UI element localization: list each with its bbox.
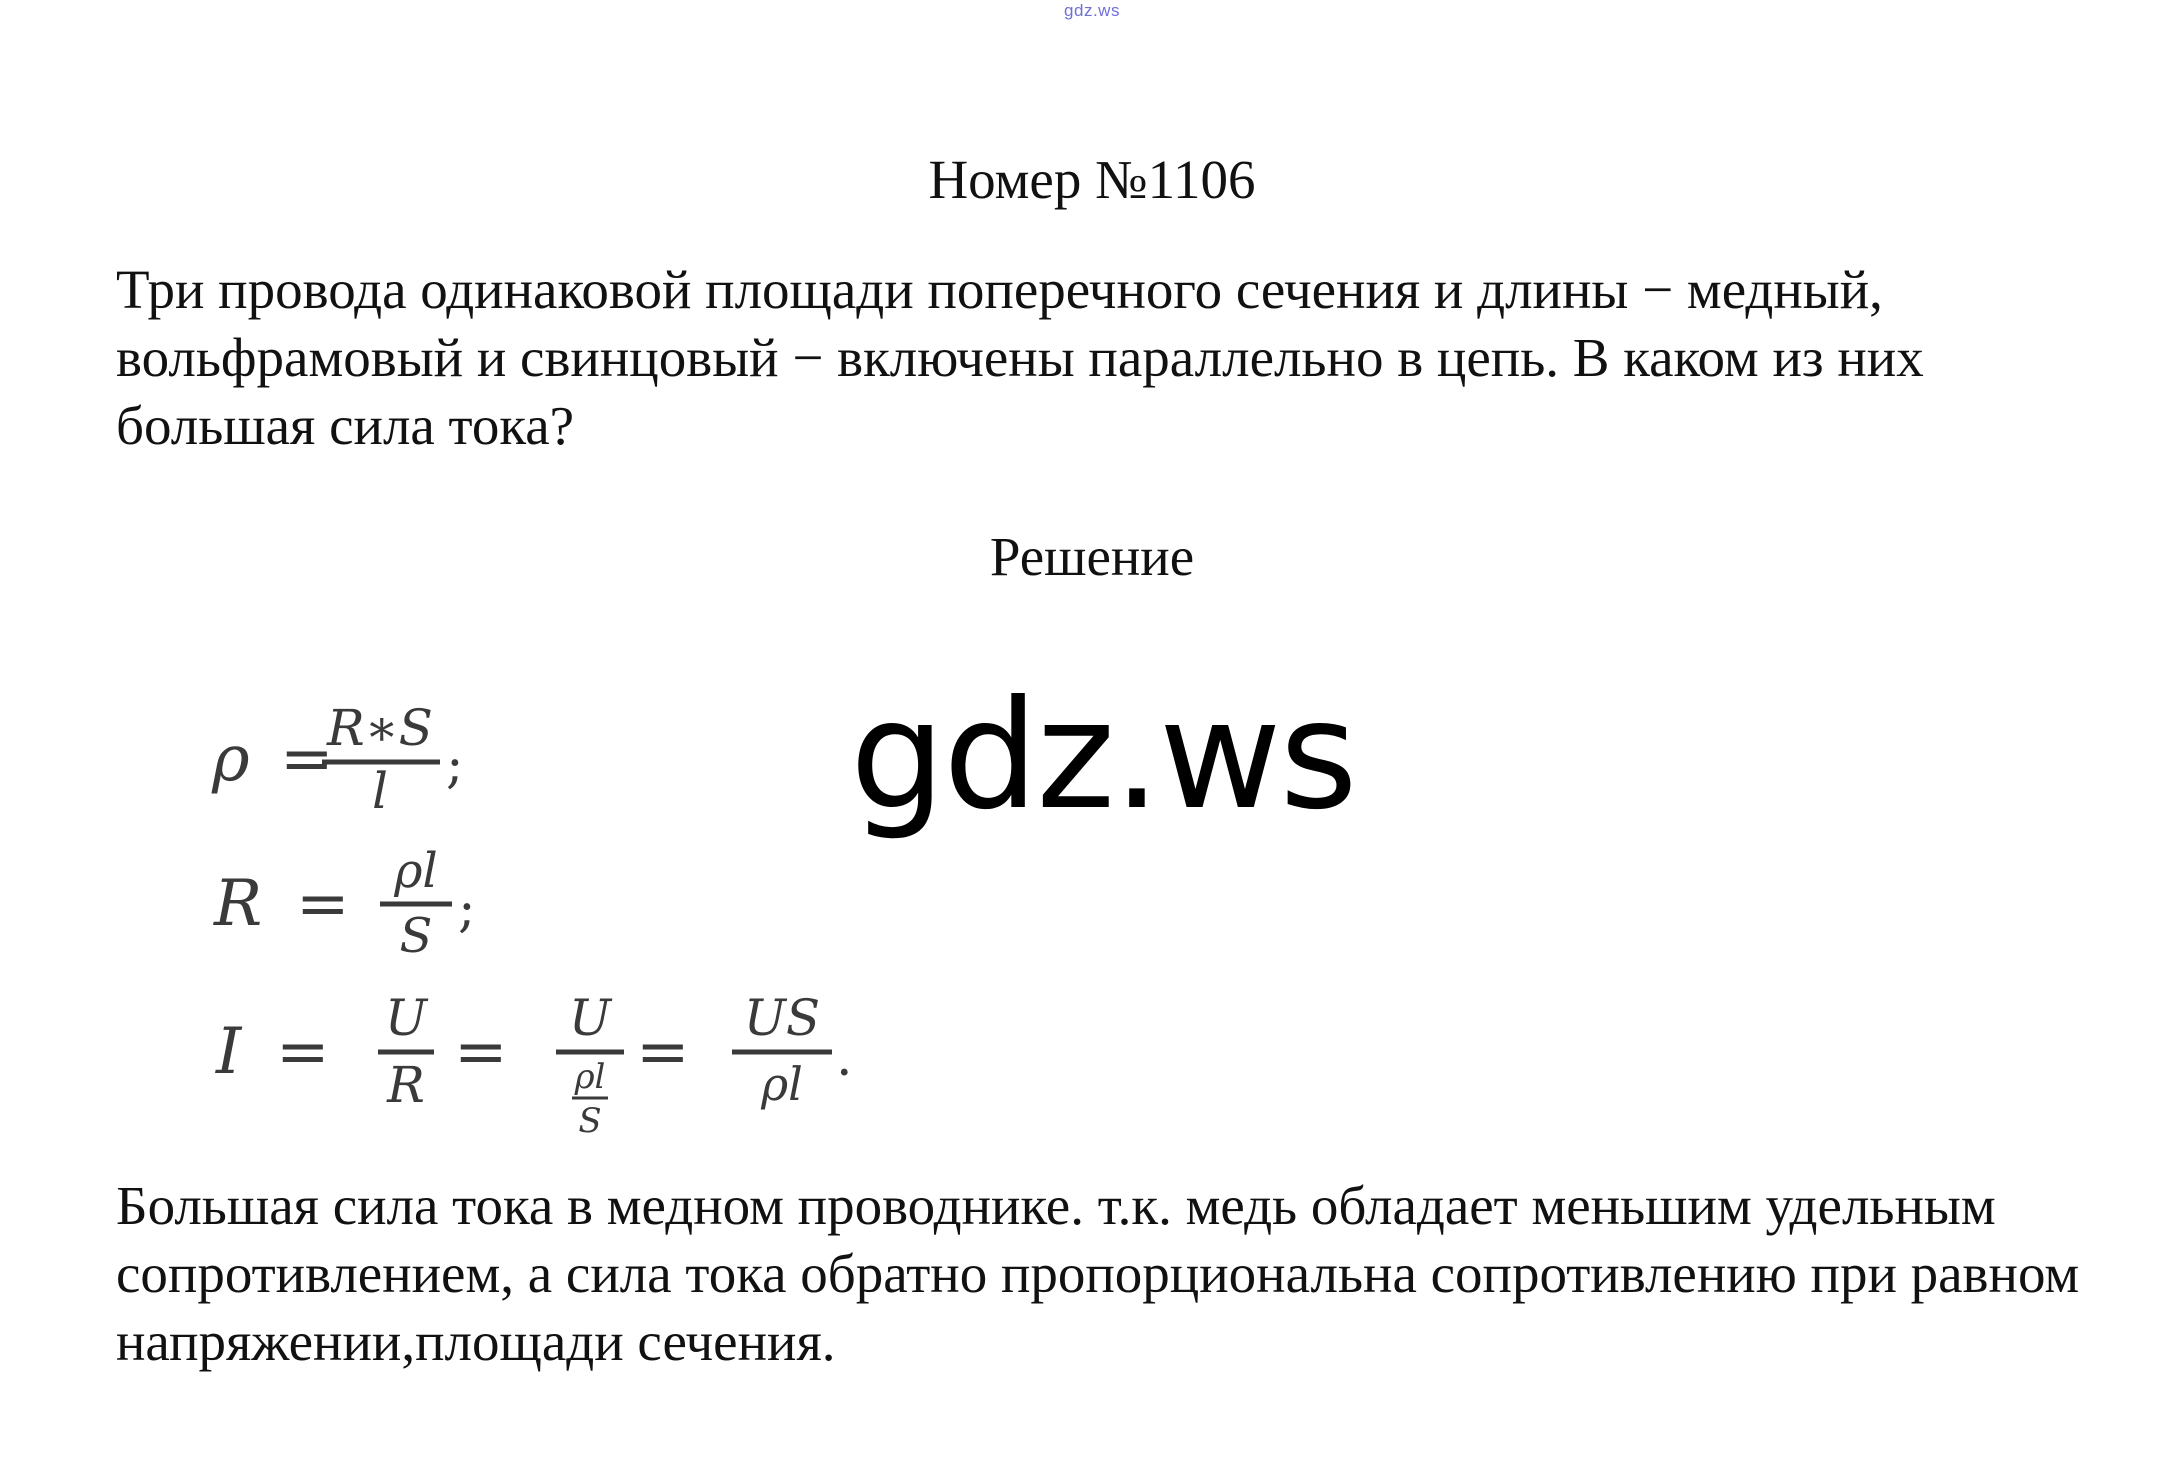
f1-numerator: R∗S	[327, 699, 433, 757]
f3-frac2-numerator: U	[568, 989, 612, 1047]
top-watermark: gdz.ws	[1064, 1, 1120, 20]
f2-denominator: S	[399, 908, 433, 964]
f3-eq-3: =	[636, 1015, 690, 1089]
formula-resistivity	[211, 699, 464, 820]
f3-eq-2: =	[454, 1015, 508, 1089]
f3-eq-1: =	[276, 1015, 330, 1089]
f3-frac3-denominator: ρl	[761, 1057, 803, 1111]
formula-current	[215, 989, 853, 1141]
f2-eq: =	[296, 867, 350, 941]
f3-frac1-denominator: R	[387, 1056, 425, 1114]
f2-numerator: ρl	[394, 843, 438, 899]
problem-text: Три провода одинаковой площади поперечного сечения и длины − медный, вольфрамовый и свинцовый − включены параллельно в цепь. В каком из них большая сила тока?	[116, 259, 1924, 456]
f1-denominator: l	[372, 762, 388, 820]
f2-lhs: R	[214, 867, 263, 941]
formula-block	[200, 690, 960, 1170]
formula-svg	[200, 690, 960, 1170]
conclusion-text: Большая сила тока в медном проводнике. т.к. медь обладает меньшим удельным сопротивлением, а сила тока обратно пропорциональна сопротивлению при равном напряжении,площади сечения.	[116, 1175, 2080, 1372]
solution-heading: Решение	[989, 526, 1195, 587]
f2-tail: ;	[458, 879, 476, 939]
f3-tail: .	[836, 1028, 853, 1088]
f3-frac1-numerator: U	[384, 989, 428, 1047]
f3-lhs: I	[216, 1015, 242, 1089]
center-watermark: gdz.ws	[850, 669, 1356, 843]
f1-lhs: ρ	[212, 722, 250, 796]
f1-eq: =	[280, 722, 334, 796]
formula-resistance	[213, 843, 476, 964]
page-title: Номер №1106	[928, 149, 1256, 210]
f1-tail: ;	[446, 735, 464, 795]
f3-frac3-numerator: US	[743, 989, 821, 1047]
f3-frac2-inner-numerator: ρl	[574, 1057, 606, 1097]
f3-frac2-inner-denominator: S	[578, 1101, 602, 1141]
